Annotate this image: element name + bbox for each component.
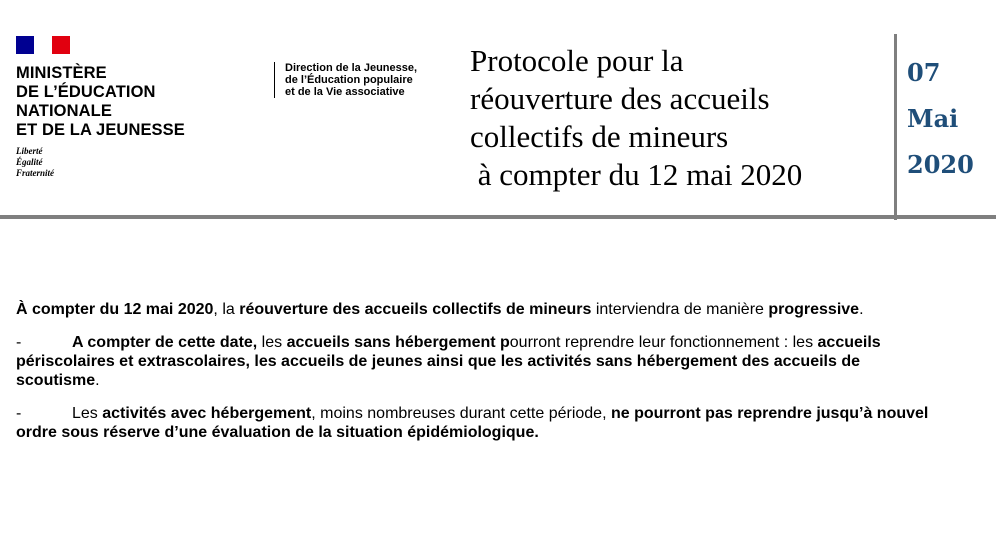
ministry-line: MINISTÈRE [16, 64, 107, 82]
french-flag-icon [16, 36, 70, 54]
direction-line: Direction de la Jeunesse, [285, 62, 418, 74]
motto-line: Égalité [16, 157, 43, 167]
text: , moins nombreuses durant cette période, [311, 405, 611, 422]
text: , la [213, 301, 240, 318]
direction-line: et de la Vie associative [285, 86, 405, 98]
ministry-logo [16, 36, 236, 179]
bullet-dash: - [16, 405, 22, 422]
paragraph-intro [16, 300, 936, 319]
bold-text: activités avec hébergement [102, 405, 312, 422]
ministry-line: NATIONALE [16, 102, 112, 120]
bold-text: À compter du 12 mai 2020 [16, 301, 214, 318]
title-line: collectifs de mineurs [470, 119, 729, 154]
motto-line: Liberté [16, 146, 43, 156]
text: . [859, 301, 864, 318]
bullet-dash: - [16, 334, 22, 351]
bold-text: A compter de cette date, [72, 334, 258, 351]
document-title [470, 42, 890, 194]
title-line: à compter du 12 mai 2020 [470, 157, 803, 192]
ministry-line: DE L’ÉDUCATION [16, 83, 156, 101]
motto-line: Fraternité [16, 168, 55, 178]
direction-label [274, 62, 417, 98]
bold-text: progressive [768, 301, 860, 318]
republic-motto [16, 146, 236, 179]
bold-text: ne pourront pas reprendre jusqu’à nouvel ordre sous réserve d’une évaluation de la situation épidémiologique. [16, 405, 929, 441]
ministry-name [16, 64, 236, 140]
direction-line: de l’Éducation populaire [285, 74, 413, 86]
title-line: réouverture des accueils [470, 81, 770, 116]
text: ourront reprendre leur fonctionnement : les [509, 334, 818, 351]
bold-text: accueils périscolaires et extrascolaires, les accueils de jeunes ainsi que les activités sans hébergement des accueils de scoutisme [16, 334, 881, 389]
bold-text: réouverture des accueils collectifs de mineurs [239, 301, 592, 318]
document-date [907, 50, 974, 188]
text: les [257, 334, 287, 351]
paragraph-bullet-1 [16, 333, 936, 390]
text: . [95, 372, 100, 389]
date-day: 07 [907, 58, 941, 87]
text: interviendra de manière [591, 301, 769, 318]
header-vertical-divider [894, 34, 897, 220]
bold-text: accueils sans hébergement p [286, 334, 510, 351]
title-line: Protocole pour la [470, 43, 684, 78]
header-horizontal-divider [0, 215, 996, 219]
paragraph-bullet-2 [16, 404, 936, 442]
text: Les [72, 405, 103, 422]
ministry-line: ET DE LA JEUNESSE [16, 121, 185, 139]
date-month: Mai [907, 104, 959, 133]
document-body [16, 300, 936, 456]
date-year: 2020 [907, 150, 974, 179]
